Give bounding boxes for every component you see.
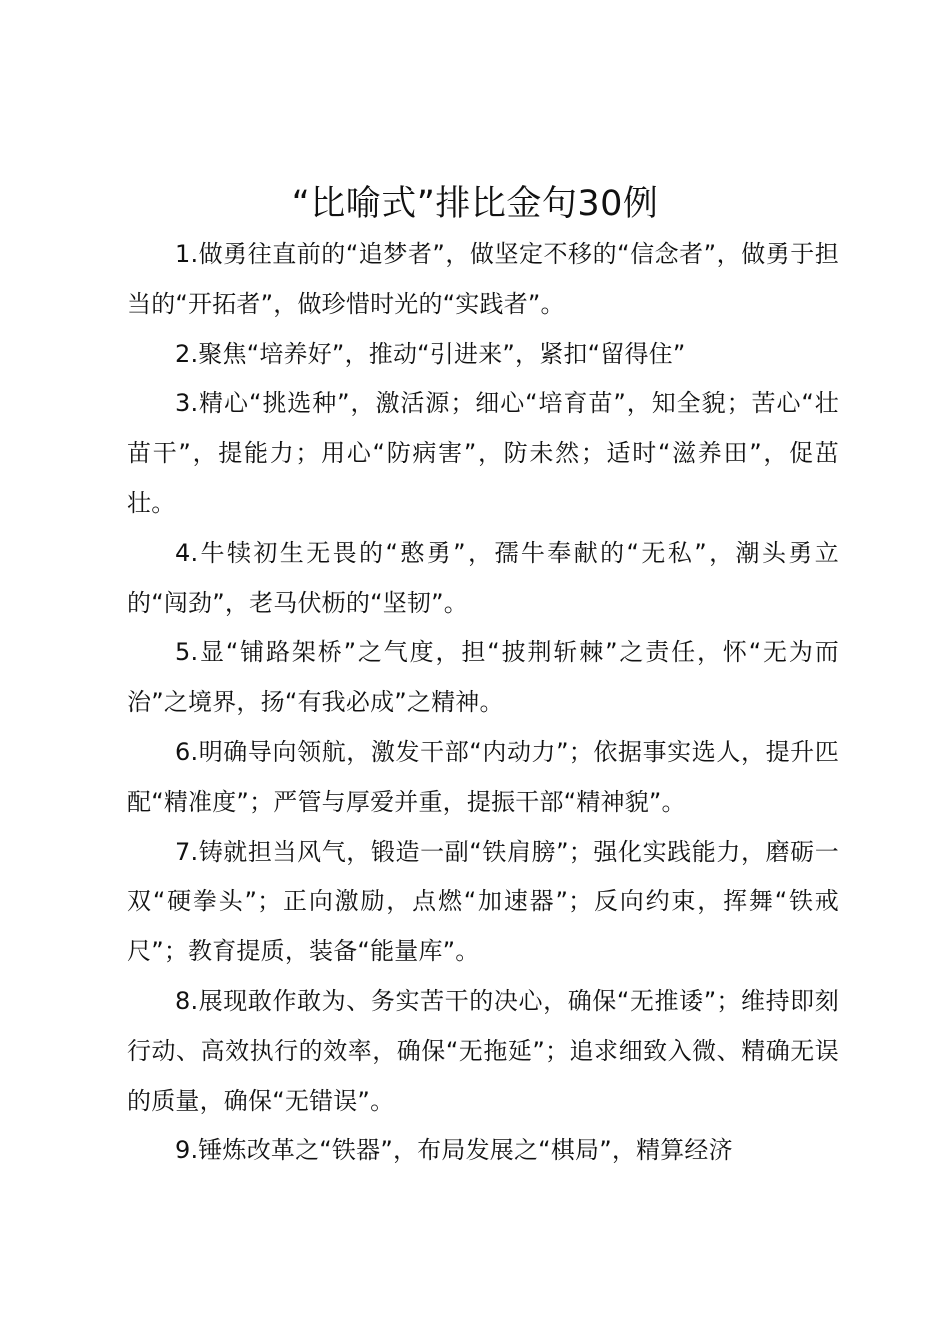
document-title: “比喻式”排比金句30例	[291, 184, 659, 224]
paragraph-2: 2.聚焦“培养好”，推动“引进来”，紧扣“留得住”	[175, 339, 686, 368]
paragraph-4: 4.牛犊初生无畏的“憨勇”，孺牛奉献的“无私”，潮头勇立的“闯劲”，老马伏枥的“坚韧”。	[127, 538, 839, 617]
document-body	[127, 230, 839, 1176]
paragraph-3: 3.精心“挑选种”，激活源；细心“培育苗”，知全貌；苦心“壮苗干”，提能力；用心“防病害”，防未然；适时“滋养田”，促茁壮。	[127, 389, 839, 517]
paragraph-9: 9.锤炼改革之“铁器”，布局发展之“棋局”，精算经济	[175, 1136, 733, 1165]
paragraph-5: 5.显“铺路架桥”之气度，担“披荆斩棘”之责任，怀“无为而治”之境界，扬“有我必成”之精神。	[127, 638, 839, 717]
paragraph-1: 1.做勇往直前的“追梦者”，做坚定不移的“信念者”，做勇于担当的“开拓者”，做珍惜时光的“实践者”。	[127, 240, 839, 318]
paragraph-6: 6.明确导向领航，激发干部“内动力”；依据事实选人，提升匹配“精准度”；严管与厚爱并重，提振干部“精神貌”。	[127, 737, 839, 816]
paragraph-8: 8.展现敢作敢为、务实苦干的决心，确保“无推诿”；维持即刻行动、高效执行的效率，确保“无拖延”；追求细致入微、精确无误的质量，确保“无错误”。	[127, 986, 839, 1115]
paragraph-7: 7.铸就担当风气，锻造一副“铁肩膀”；强化实践能力，磨砺一双“硬拳头”；正向激励，点燃“加速器”；反向约束，挥舞“铁戒尺”；教育提质，装备“能量库”。	[127, 837, 839, 966]
